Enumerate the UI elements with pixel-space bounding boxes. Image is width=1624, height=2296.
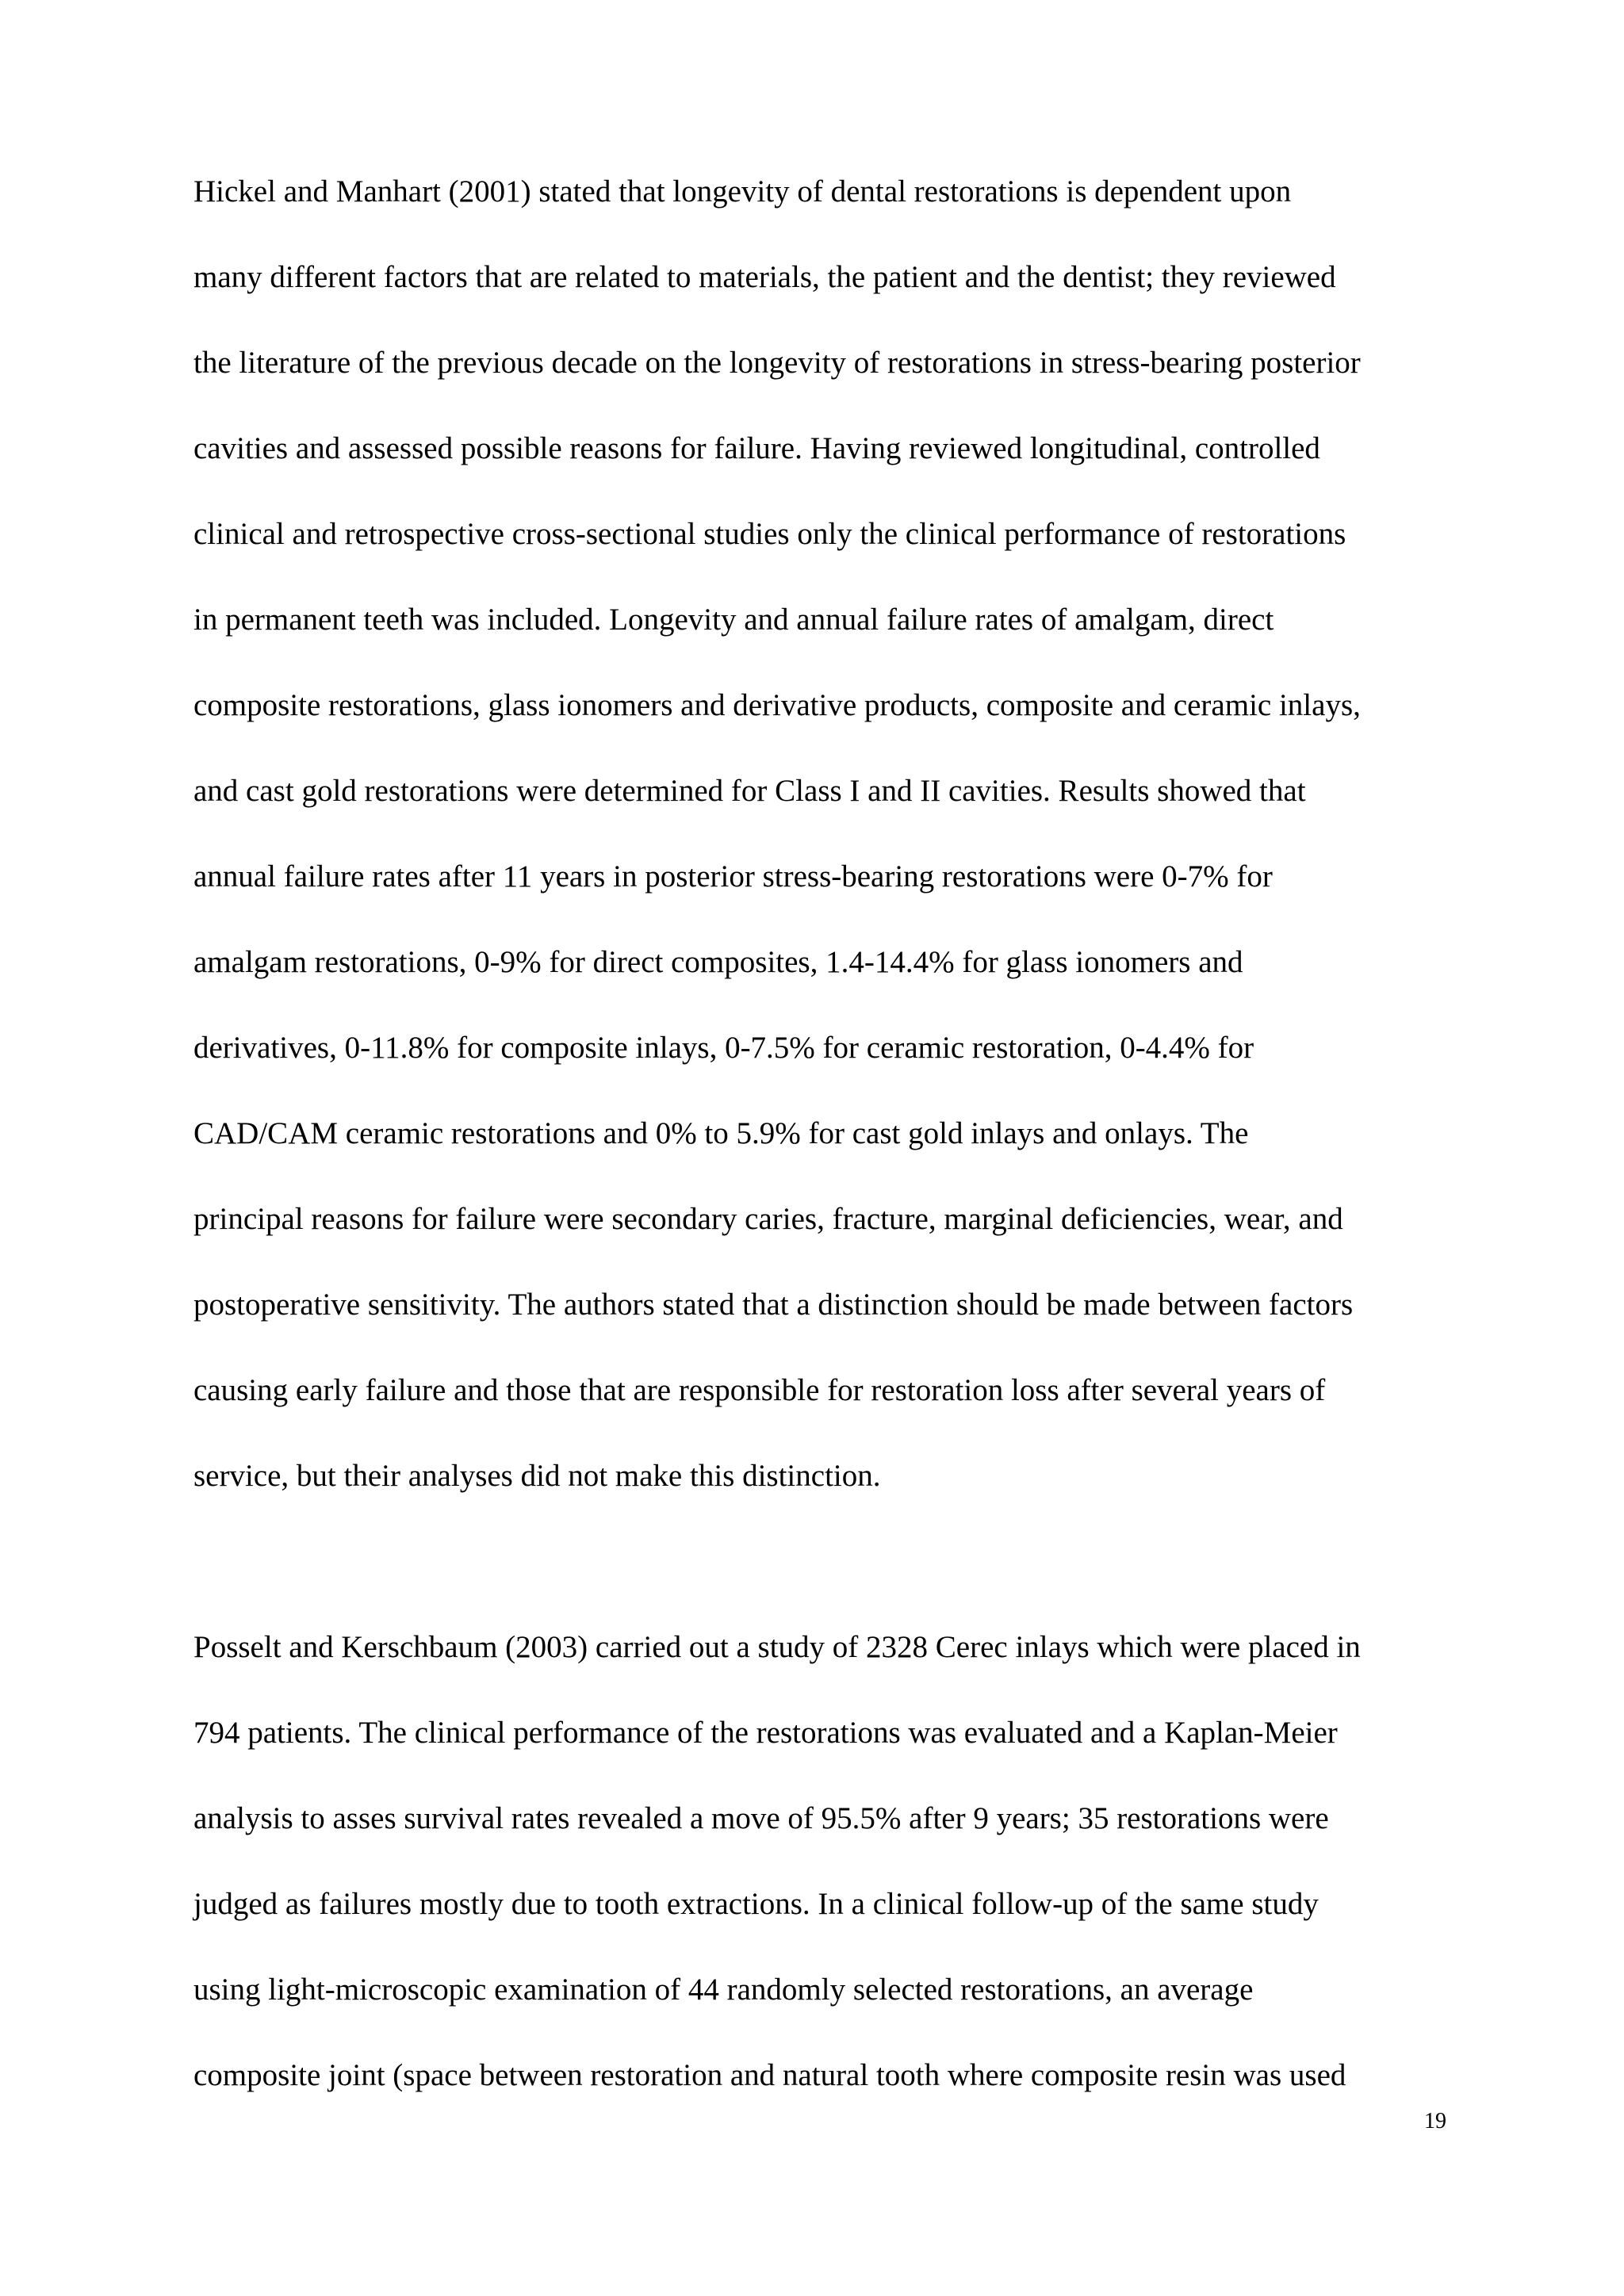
text-line: service, but their analyses did not make this distinction. xyxy=(193,1459,881,1493)
text-line: Hickel and Manhart (2001) stated that longevity of dental restorations is dependent upon xyxy=(193,174,1292,209)
text-line: postoperative sensitivity. The authors stated that a distinction should be made between factors xyxy=(193,1288,1354,1322)
text-line: principal reasons for failure were secondary caries, fracture, marginal deficiencies, wear, and xyxy=(193,1202,1343,1236)
text-line: in permanent teeth was included. Longevity and annual failure rates of amalgam, direct xyxy=(193,603,1274,637)
text-line: CAD/CAM ceramic restorations and 0% to 5.9% for cast gold inlays and onlays. The xyxy=(193,1116,1249,1150)
text-line: judged as failures mostly due to tooth extractions. In a clinical follow-up of the same study xyxy=(193,1887,1319,1921)
text-line: analysis to asses survival rates revealed a move of 95.5% after 9 years; 35 restorations were xyxy=(193,1801,1329,1835)
text-line: annual failure rates after 11 years in posterior stress-bearing restorations were 0-7% for xyxy=(193,859,1273,894)
text-line: cavities and assessed possible reasons for failure. Having reviewed longitudinal, controlled xyxy=(193,431,1320,465)
text-line: the literature of the previous decade on the longevity of restorations in stress-bearing posterior xyxy=(193,346,1361,380)
text-line: composite joint (space between restoration and natural tooth where composite resin was used xyxy=(193,2058,1346,2092)
text-line: using light-microscopic examination of 44 randomly selected restorations, an average xyxy=(193,1973,1254,2007)
text-line: Posselt and Kerschbaum (2003) carried out a study of 2328 Cerec inlays which were placed in xyxy=(193,1630,1361,1664)
text-line: causing early failure and those that are responsible for restoration loss after several years of xyxy=(193,1373,1326,1407)
page-number: 19 xyxy=(1424,2109,1446,2133)
text-line: and cast gold restorations were determined for Class I and II cavities. Results showed that xyxy=(193,774,1306,808)
text-line: derivatives, 0-11.8% for composite inlays, 0-7.5% for ceramic restoration, 0-4.4% for xyxy=(193,1031,1254,1065)
text-line: amalgam restorations, 0-9% for direct composites, 1.4-14.4% for glass ionomers and xyxy=(193,945,1243,979)
paragraph-posselt-kerschbaum xyxy=(193,1627,1446,2141)
text-line: many different factors that are related to materials, the patient and the dentist; they reviewed xyxy=(193,260,1336,294)
text-line: clinical and retrospective cross-sectional studies only the clinical performance of restorations xyxy=(193,517,1346,551)
text-line: 794 patients. The clinical performance of the restorations was evaluated and a Kaplan-Meier xyxy=(193,1716,1338,1750)
paragraph-hickel-manhart xyxy=(193,171,1446,1541)
text-line: composite restorations, glass ionomers and derivative products, composite and ceramic inlays, xyxy=(193,688,1361,722)
